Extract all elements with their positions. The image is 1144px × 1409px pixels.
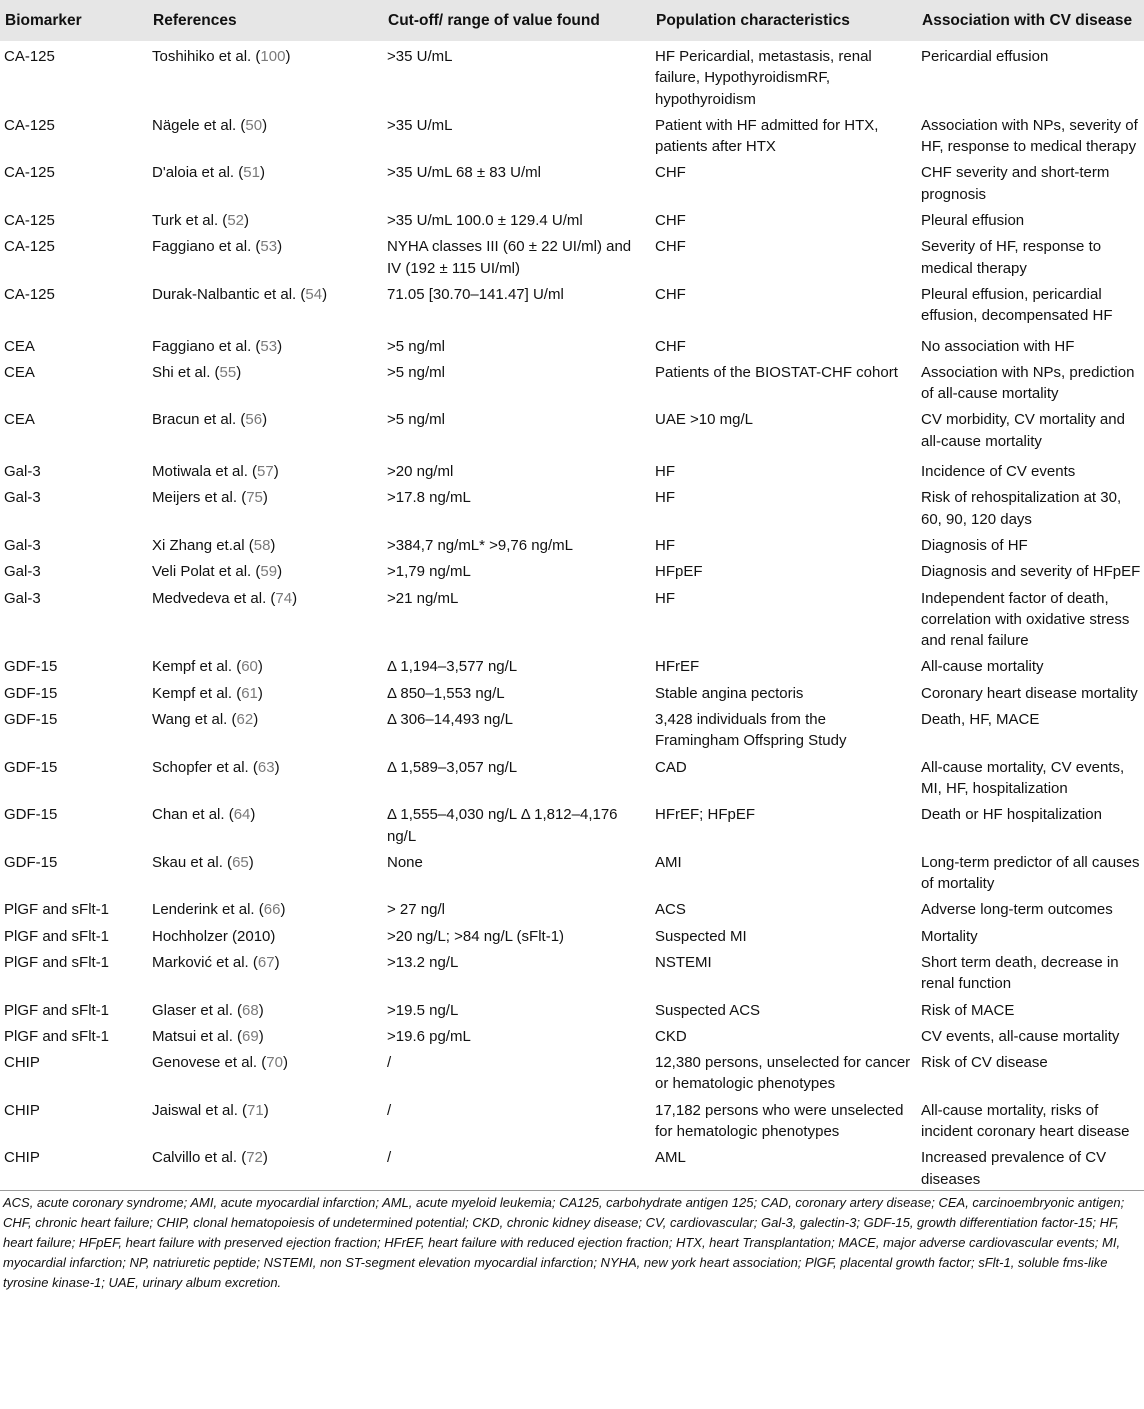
header-association: Association with CV disease [922,11,1133,29]
cell-association: Pleural effusion [921,212,1025,230]
cell-association: Risk of MACE [921,1001,1015,1019]
cell-population: Suspected MI [655,927,747,945]
cell-population: 3,428 individuals from the Framingham Offspring Study [655,711,847,750]
table-row [0,205,1144,231]
table-row [0,995,1144,1021]
table-row [0,157,1144,205]
cell-association: Coronary heart disease mortality [921,684,1138,702]
cell-population: AMI [655,853,682,871]
cell-association: All-cause mortality, risks of incident coronary heart disease [921,1101,1130,1141]
cell-biomarker: CHIP [4,1149,40,1167]
cell-biomarker: CA-125 [4,212,55,230]
cell-association: Independent factor of death, correlation with oxidative stress and renal failure [921,589,1130,650]
reference-author: Medvedeva et al. [152,589,267,607]
cell-cutoff: >384,7 ng/mL* >9,76 ng/mL [387,536,573,554]
cell-biomarker: PlGF and sFlt-1 [4,1001,110,1019]
cell-population: CHF [655,337,686,355]
cell-population: HFpEF [655,563,703,581]
cell-association: Long-term predictor of all causes of mortality [921,853,1140,893]
reference-author: Kempf et al. [152,684,233,702]
table-row [0,482,1144,530]
reference-number-link[interactable]: 100 [260,48,286,65]
cell-reference: Bracun et al. (56) [152,411,268,429]
cell-reference: Skau et al. (65) [152,853,254,871]
reference-number-link[interactable]: 70 [266,1054,283,1072]
cell-biomarker: CHIP [4,1054,40,1072]
cell-association: Diagnosis of HF [921,536,1028,554]
table-row [0,921,1144,947]
reference-number-link[interactable]: 60 [241,658,258,676]
reference-author: Hochholzer (2010) [152,927,276,945]
reference-author: Veli Polat et al. [152,563,252,581]
cell-biomarker: Gal-3 [4,589,41,607]
table-row [0,752,1144,800]
cell-reference: Marković et al. (67) [152,953,280,971]
table-row [0,1142,1144,1190]
cell-association: CHF severity and short-term prognosis [921,164,1110,203]
cell-association: Association with NPs, severity of HF, response to medical therapy [921,116,1138,156]
reference-number-link[interactable]: 57 [257,463,274,481]
cell-population: HF [655,463,675,481]
cell-cutoff: >5 ng/ml [387,363,445,381]
reference-author: Skau et al. [152,853,223,871]
cell-association: All-cause mortality, CV events, MI, HF, hospitalization [921,758,1125,797]
cell-population: HF [655,589,675,607]
cell-cutoff: Δ 1,589–3,057 ng/L [387,758,518,776]
reference-author: Jaiswal et al. [152,1101,238,1119]
reference-author: D'aloia et al. [152,164,235,182]
cell-reference: D'aloia et al. (51) [152,164,265,182]
cell-biomarker: PlGF and sFlt-1 [4,1027,110,1045]
reference-author: Lenderink et al. [152,901,255,919]
cell-population: HFrEF; HFpEF [655,806,755,824]
cell-reference: Wang et al. (62) [152,711,259,729]
table-row [0,847,1144,895]
cell-biomarker: CHIP [4,1101,40,1119]
cell-population: HF Pericardial, metastasis, renal failure, HypothyroidismRF, hypothyroidism [655,48,872,108]
cell-reference: Chan et al. (64) [152,806,256,824]
cell-biomarker: GDF-15 [4,711,58,729]
cell-biomarker: CA-125 [4,116,55,134]
cell-reference: Shi et al. (55) [152,363,242,381]
cell-population: HF [655,489,675,507]
cell-biomarker: GDF-15 [4,658,58,676]
cell-biomarker: GDF-15 [4,806,58,824]
cell-reference: Schopfer et al. (63) [152,758,280,776]
cell-cutoff: >5 ng/ml [387,337,445,355]
cell-reference: Nägele et al. (50) [152,116,268,134]
header-row [0,0,1144,41]
cell-cutoff: >20 ng/ml [387,463,454,481]
reference-author: Wang et al. [152,711,228,729]
cell-cutoff: >20 ng/L; >84 ng/L (sFlt-1) [387,927,565,945]
reference-author: Genovese et al. [152,1054,258,1072]
table-row [0,799,1144,847]
cell-cutoff: Δ 850–1,553 ng/L [387,684,505,702]
reference-number-link[interactable]: 69 [242,1027,259,1045]
reference-number-link[interactable]: 71 [247,1101,264,1119]
cell-population: Patients of the BIOSTAT-CHF cohort [655,363,898,381]
reference-number-link[interactable]: 74 [275,589,293,607]
cell-cutoff: >19.6 pg/mL [387,1027,471,1045]
cell-biomarker: PlGF and sFlt-1 [4,901,110,919]
reference-number-link[interactable]: 64 [233,806,251,824]
reference-author: Xi Zhang et.al [152,536,245,554]
cell-biomarker: Gal-3 [4,489,41,507]
reference-number-link[interactable]: 56 [245,411,263,429]
cell-cutoff: Δ 1,194–3,577 ng/L [387,658,518,676]
cell-cutoff: / [387,1054,392,1072]
cell-association: Pleural effusion, pericardial effusion, decompensated HF [921,285,1113,325]
footnote: ACS, acute coronary syndrome; AMI, acute myocardial infarction; AML, acute myeloid leukemia; CA125, carbohydrate antigen 125; CAD, coronary artery disease; CEA, carcinoembryonic antigen; CHF, chronic heart failure; CHIP, clonal hematopoiesis of undetermined potential; CKD, chronic kidney disease; CV, cardiovascular; Gal-3, galectin-3; GDF-15, growth differentiation factor-15; HF, heart failure; HFpEF, heart failure with preserved ejection fraction; HFrEF, heart failure with reduced ejection fraction; HTX, heart Transplantation; MACE, major adverse cardiovascular events; MI, myocardial infarction; NP, natriuretic peptide; NSTEMI, non ST-segment elevation myocardial infarction; NYHA, new york heart association; PlGF, placental growth factor; sFlt-1, soluble fms-like tyrosine kinase-1; UAE, urinary album excretion. [3,1194,1125,1290]
reference-number-link[interactable]: 75 [246,489,263,507]
reference-number-link[interactable]: 50 [245,116,263,134]
table-row [0,583,1144,652]
cell-association: Increased prevalence of CV diseases [921,1149,1107,1188]
cell-biomarker: GDF-15 [4,684,58,702]
cell-population: CHF [655,238,686,256]
reference-number-link[interactable]: 58 [253,536,271,554]
reference-author: Turk et al. [152,212,219,230]
cell-biomarker: GDF-15 [4,758,58,776]
header-references: References [153,11,237,29]
cell-cutoff: > 27 ng/l [387,901,445,919]
cell-reference: Turk et al. (52) [152,212,249,230]
reference-author: Kempf et al. [152,658,233,676]
cell-biomarker: CA-125 [4,238,55,256]
reference-author: Toshihiko et al. [152,48,252,65]
reference-number-link[interactable]: 54 [305,285,323,303]
cell-cutoff: >35 U/mL 100.0 ± 129.4 U/ml [387,212,583,230]
cell-reference: Jaiswal et al. (71) [152,1101,269,1119]
cell-biomarker: PlGF and sFlt-1 [4,953,110,971]
table-row [0,704,1144,752]
reference-number-link[interactable]: 53 [260,337,278,355]
cell-cutoff: None [387,853,423,871]
cell-reference: Toshihiko et al. (100) [152,48,291,65]
cell-association: Risk of rehospitalization at 30, 60, 90, 120 days [921,489,1122,528]
cell-population: Patient with HF admitted for HTX, patients after HTX [655,116,879,156]
cell-reference: Faggiano et al. (53) [152,238,283,256]
table-row [0,456,1144,482]
reference-number-link[interactable]: 63 [257,758,275,776]
cell-reference: Glaser et al. (68) [152,1001,264,1019]
cell-population: HF [655,536,675,554]
cell-population: 12,380 persons, unselected for cancer or hematologic phenotypes [655,1054,911,1093]
cell-reference: Durak-Nalbantic et al. (54) [152,285,328,303]
cell-reference: Motiwala et al. (57) [152,463,279,481]
cell-association: Severity of HF, response to medical therapy [921,238,1102,277]
cell-population: Stable angina pectoris [655,684,804,702]
table-row [0,678,1144,704]
cell-biomarker: Gal-3 [4,536,41,554]
cell-association: Risk of CV disease [921,1054,1048,1072]
cell-association: Mortality [921,927,978,945]
cell-cutoff: / [387,1101,392,1119]
cell-association: Diagnosis and severity of HFpEF [921,563,1141,581]
reference-author: Bracun et al. [152,411,237,429]
cell-biomarker: CEA [4,363,35,381]
cell-reference: Matsui et al. (69) [152,1027,264,1045]
cell-reference: Lenderink et al. (66) [152,901,286,919]
cell-association: No association with HF [921,337,1075,355]
reference-number-link[interactable]: 55 [219,363,237,381]
cell-reference: Kempf et al. (60) [152,658,263,676]
cell-population: CAD [655,758,687,776]
cell-cutoff: / [387,1149,392,1167]
cell-cutoff: >19.5 ng/L [387,1001,459,1019]
cell-cutoff: Δ 1,555–4,030 ng/L Δ 1,812–4,176 ng/L [387,806,618,845]
table-row [0,1095,1144,1143]
table-body [0,41,1144,1190]
cell-population: ACS [655,901,686,919]
reference-author: Faggiano et al. [152,238,252,256]
table-row [0,556,1144,582]
header-cutoff: Cut-off/ range of value found [388,11,600,29]
reference-author: Motiwala et al. [152,463,248,481]
table-row [0,357,1144,405]
cell-biomarker: Gal-3 [4,463,41,481]
cell-association: Pericardial effusion [921,48,1049,65]
cell-reference: Kempf et al. (61) [152,684,263,702]
cell-reference: Genovese et al. (70) [152,1054,288,1072]
cell-population: 17,182 persons who were unselected for hematologic phenotypes [655,1101,904,1141]
reference-number-link[interactable]: 65 [232,853,249,871]
cell-association: CV events, all-cause mortality [921,1027,1120,1045]
cell-cutoff: >35 U/mL [387,48,453,65]
cell-biomarker: GDF-15 [4,853,58,871]
reference-number-link[interactable]: 72 [246,1149,263,1167]
cell-reference: Meijers et al. (75) [152,489,268,507]
reference-number-link[interactable]: 51 [243,164,260,182]
table-row [0,530,1144,556]
cell-reference: Calvillo et al. (72) [152,1149,268,1167]
table-row [0,1021,1144,1047]
cell-reference [148,921,383,947]
reference-number-link[interactable]: 59 [260,563,278,581]
table-row [0,41,1144,110]
reference-author: Meijers et al. [152,489,238,507]
cell-biomarker: CA-125 [4,285,55,303]
cell-association: Adverse long-term outcomes [921,901,1113,919]
reference-author: Glaser et al. [152,1001,233,1019]
cell-association: Short term death, decrease in renal function [921,953,1119,993]
reference-author: Chan et al. [152,806,225,824]
cell-reference: Medvedeva et al. (74) [152,589,298,607]
cell-biomarker: CA-125 [4,48,55,65]
cell-cutoff: NYHA classes III (60 ± 22 UI/ml) and IV (192 ± 115 UI/ml) [387,238,632,277]
header-biomarker: Biomarker [5,11,82,29]
cell-association: Association with NPs, prediction of all-cause mortality [921,363,1135,403]
cell-cutoff: Δ 306–14,493 ng/L [387,711,513,729]
cell-population: NSTEMI [655,953,712,971]
cell-association: All-cause mortality [921,658,1044,676]
reference-author: Nägele et al. [152,116,237,134]
reference-number-link[interactable]: 66 [263,901,281,919]
table-row [0,331,1144,357]
cell-population: CHF [655,285,686,303]
reference-number-link[interactable]: 61 [241,684,258,702]
reference-number-link[interactable]: 67 [257,953,275,971]
reference-author: Faggiano et al. [152,337,252,355]
cell-population: UAE >10 mg/L [655,411,753,429]
reference-number-link[interactable]: 52 [227,212,244,230]
cell-cutoff: >5 ng/ml [387,411,445,429]
cell-cutoff: >21 ng/mL [387,589,459,607]
cell-population: AML [655,1149,686,1167]
cell-cutoff: >13.2 ng/L [387,953,459,971]
reference-author: Durak-Nalbantic et al. [152,285,297,303]
table-row [0,279,1144,331]
cell-biomarker: PlGF and sFlt-1 [4,927,110,945]
cell-reference: Veli Polat et al. (59) [152,563,283,581]
cell-association: CV morbidity, CV mortality and all-cause mortality [921,411,1125,450]
cell-cutoff: >17.8 ng/mL [387,489,471,507]
reference-author: Marković et al. [152,953,249,971]
reference-author: Calvillo et al. [152,1149,238,1167]
cell-population: CHF [655,212,686,230]
cell-biomarker: CEA [4,337,35,355]
cell-cutoff: >35 U/mL [387,116,453,134]
reference-author: Matsui et al. [152,1027,233,1045]
table-row [0,110,1144,158]
reference-number-link[interactable]: 68 [242,1001,259,1019]
cell-cutoff: 71.05 [30.70–141.47] U/ml [387,285,564,303]
table-row [0,1047,1144,1095]
cell-reference: Xi Zhang et.al (58) [152,536,276,554]
table-row [0,894,1144,920]
cell-population: HFrEF [655,658,700,676]
cell-biomarker: Gal-3 [4,563,41,581]
cell-association: Death, HF, MACE [921,711,1040,729]
header-population: Population characteristics [656,11,850,29]
cell-biomarker: CA-125 [4,164,55,182]
reference-number-link[interactable]: 62 [236,711,254,729]
reference-author: Shi et al. [152,363,211,381]
table-row [0,404,1144,456]
table-row [0,231,1144,279]
cell-cutoff: >1,79 ng/mL [387,563,471,581]
table-row [0,947,1144,995]
cell-population: CKD [655,1027,687,1045]
cell-reference: Faggiano et al. (53) [152,337,283,355]
reference-author: Schopfer et al. [152,758,249,776]
reference-number-link[interactable]: 53 [260,238,278,256]
cell-association: Incidence of CV events [921,463,1076,481]
cell-cutoff: >35 U/mL 68 ± 83 U/ml [387,164,541,182]
table-row [0,651,1144,677]
cell-biomarker: CEA [4,411,35,429]
cell-population: Suspected ACS [655,1001,761,1019]
cell-population: CHF [655,164,686,182]
cell-association: Death or HF hospitalization [921,806,1102,824]
